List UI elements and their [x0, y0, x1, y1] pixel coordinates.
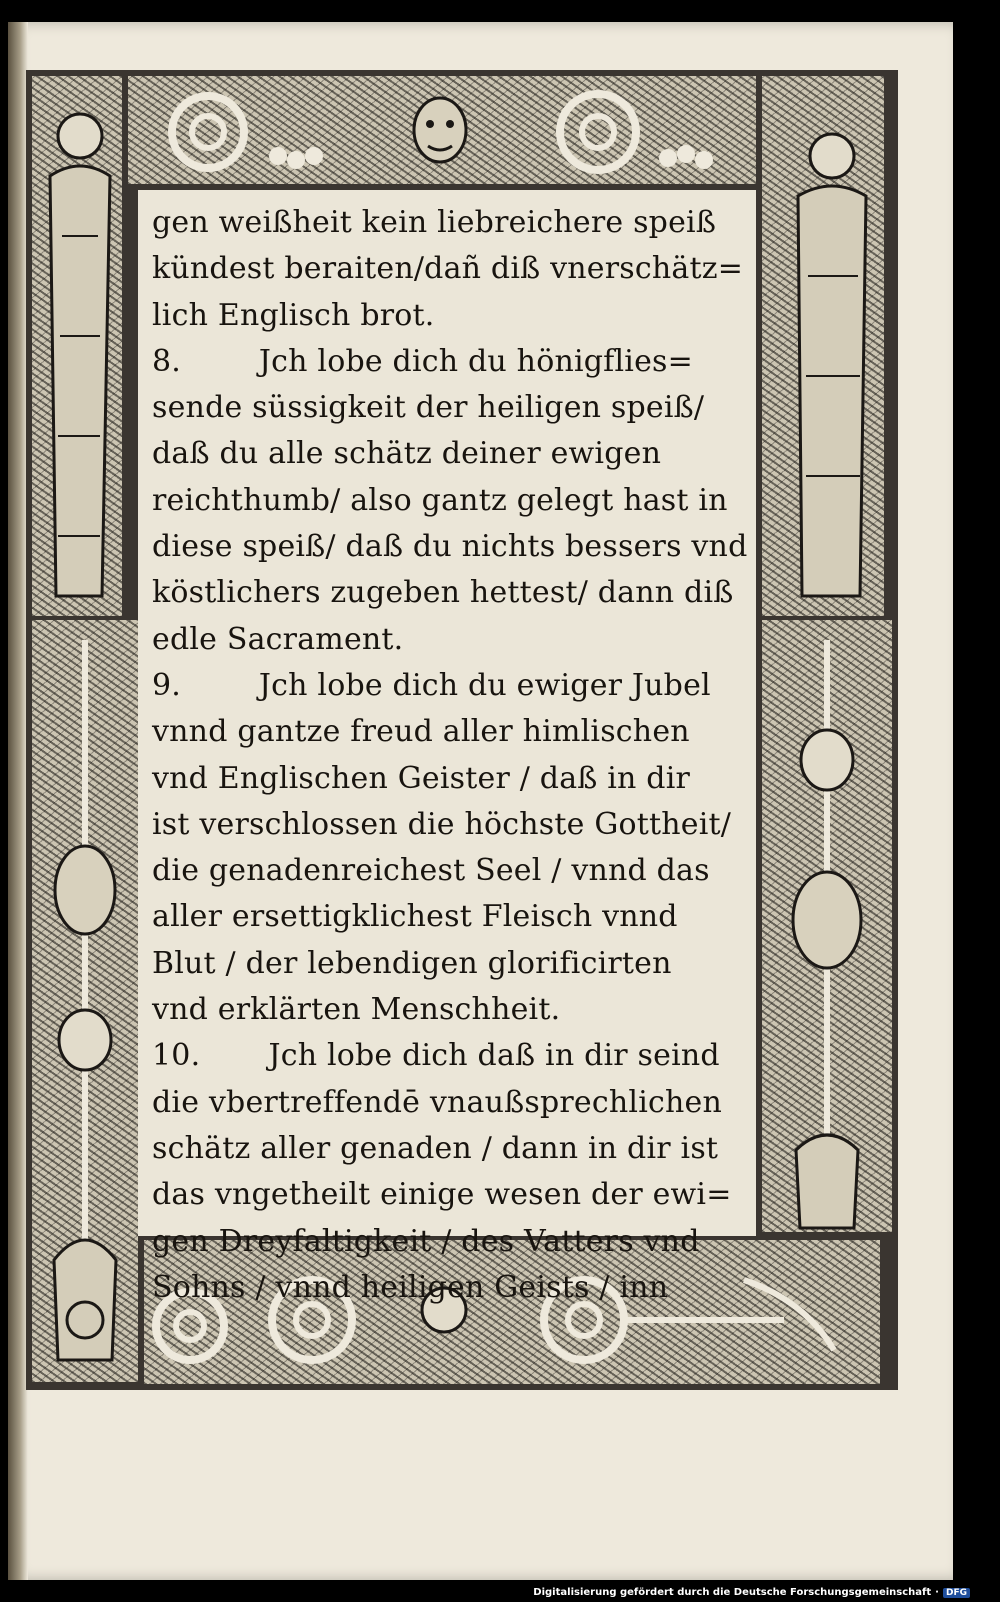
page-gutter — [8, 22, 28, 1580]
ornament-figure-left — [32, 76, 122, 616]
ornament-top-panel — [128, 76, 756, 184]
credit-text: Digitalisierung gefördert durch die Deutsche Forschungsgemeinschaft — [533, 1587, 932, 1598]
woodcut-border — [26, 70, 898, 1390]
ornament-vine-right — [762, 620, 892, 1232]
dfg-logo: DFG — [943, 1588, 970, 1598]
prayer-text: gen weißheit kein liebreichere speiß kündest beraiten/dañ diß vnerschätz= lich Englisch brot. 8. Jch lobe dich du hönigflies= sende süssigkeit der heiligen speiß/ daß du alle schätz deiner ewigen reichthumb/ also gantz gelegt hast in diese speiß/ daß du nichts bessers vnd köstlichers zugeben hettest/ dann diß edle Sacrament. 9. Jch lobe dich du ewiger Jubel vnnd gantze freud aller himlischen vnd Englischen Geister / daß in dir ist verschlossen die höchste Gottheit/ die genadenreichest Seel / vnnd das aller ersettigklichest Fleisch vnnd Blut / der lebendigen glorificirten vnd erklärten Menschheit. 10. Jch lobe dich daß in dir seind die vbertreffendē vnaußsprechlichen schätz aller genaden / dann in dir ist das vngetheilt einige wesen der ewi= gen Dreyfaltigkeit / des Vatters vnd Sohns / vnnd heiligen Geists / inn — [152, 205, 748, 1305]
digitization-credit: Digitalisierung gefördert durch die Deutsche Forschungsgemeinschaft · DFG — [533, 1587, 970, 1598]
text-block — [138, 190, 756, 1305]
book-page — [8, 22, 953, 1580]
ornament-vine-left — [32, 620, 138, 1382]
ornament-figure-right — [762, 76, 884, 616]
